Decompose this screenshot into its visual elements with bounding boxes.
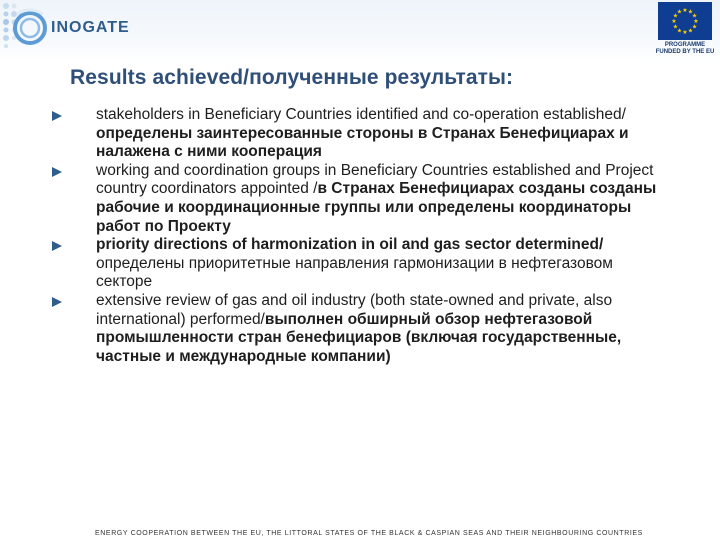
result-item [52, 106, 672, 162]
result-text-en: priority directions of harmonization in oil and gas sector determined/ [96, 236, 604, 254]
eu-star-icon: ★ [676, 28, 683, 35]
eu-star-icon: ★ [693, 19, 699, 25]
result-item [52, 236, 672, 292]
eu-caption-line1: PROGRAMME [664, 42, 706, 48]
eu-caption-line2: FUNDED BY THE EU [655, 49, 715, 55]
result-text-en: working and coordination groups in Beneficiary Countries established and Project country coordinators appointed / [96, 161, 654, 198]
result-text-ru: определены заинтересованные стороны в Странах Бенефициарах и налажена с ними кооперация [96, 124, 629, 161]
eu-star-icon: ★ [671, 19, 677, 25]
eu-star-icon: ★ [682, 8, 688, 14]
result-text-ru: выполнен обширный обзор нефтегазовой промышленности стран бенефициаров (включая государственные, частные и международные компании) [96, 310, 622, 365]
result-text-ru: определены приоритетные направления гармонизации в нефтегазовом секторе [96, 254, 613, 291]
bullet-triangle-icon [52, 241, 62, 251]
result-text-en: stakeholders in Beneficiary Countries identified and co-operation established/ [96, 106, 626, 123]
eu-star-icon: ★ [691, 24, 698, 31]
eu-star-icon: ★ [687, 28, 694, 35]
bullet-triangle-icon [52, 111, 62, 121]
slide-title: Results achieved/полученные результаты: [70, 66, 514, 89]
eu-star-icon: ★ [676, 9, 683, 16]
logo-text: INOGATE [51, 19, 130, 36]
eu-star-icon: ★ [691, 13, 698, 20]
results-list [52, 106, 672, 366]
eu-star-icon: ★ [672, 13, 679, 20]
eu-star-icon: ★ [672, 24, 679, 31]
result-item [52, 292, 672, 366]
inogate-logo [12, 4, 138, 58]
footer-text: ENERGY COOPERATION BETWEEN THE EU, THE LITTORAL STATES OF THE BLACK & CASPIAN SEAS AND THEIR NEIGHBOURING COUNTRIES [95, 530, 643, 537]
result-text-en: extensive review of gas and oil industry (both state-owned and private, also international) performed/ [96, 291, 613, 328]
bullet-triangle-icon [52, 297, 62, 307]
result-item [52, 162, 672, 236]
bullet-triangle-icon [52, 167, 62, 177]
eu-star-icon: ★ [687, 9, 694, 16]
logo-swirl-icon [12, 4, 52, 58]
eu-programme-badge [654, 2, 716, 64]
eu-caption [654, 42, 716, 56]
eu-flag-icon [658, 2, 712, 40]
result-text-ru: в Странах Бенефициарах созданы созданы рабочие и координационные группы или определены координаторы работ по Проекту [96, 180, 657, 235]
eu-star-icon: ★ [682, 30, 688, 36]
